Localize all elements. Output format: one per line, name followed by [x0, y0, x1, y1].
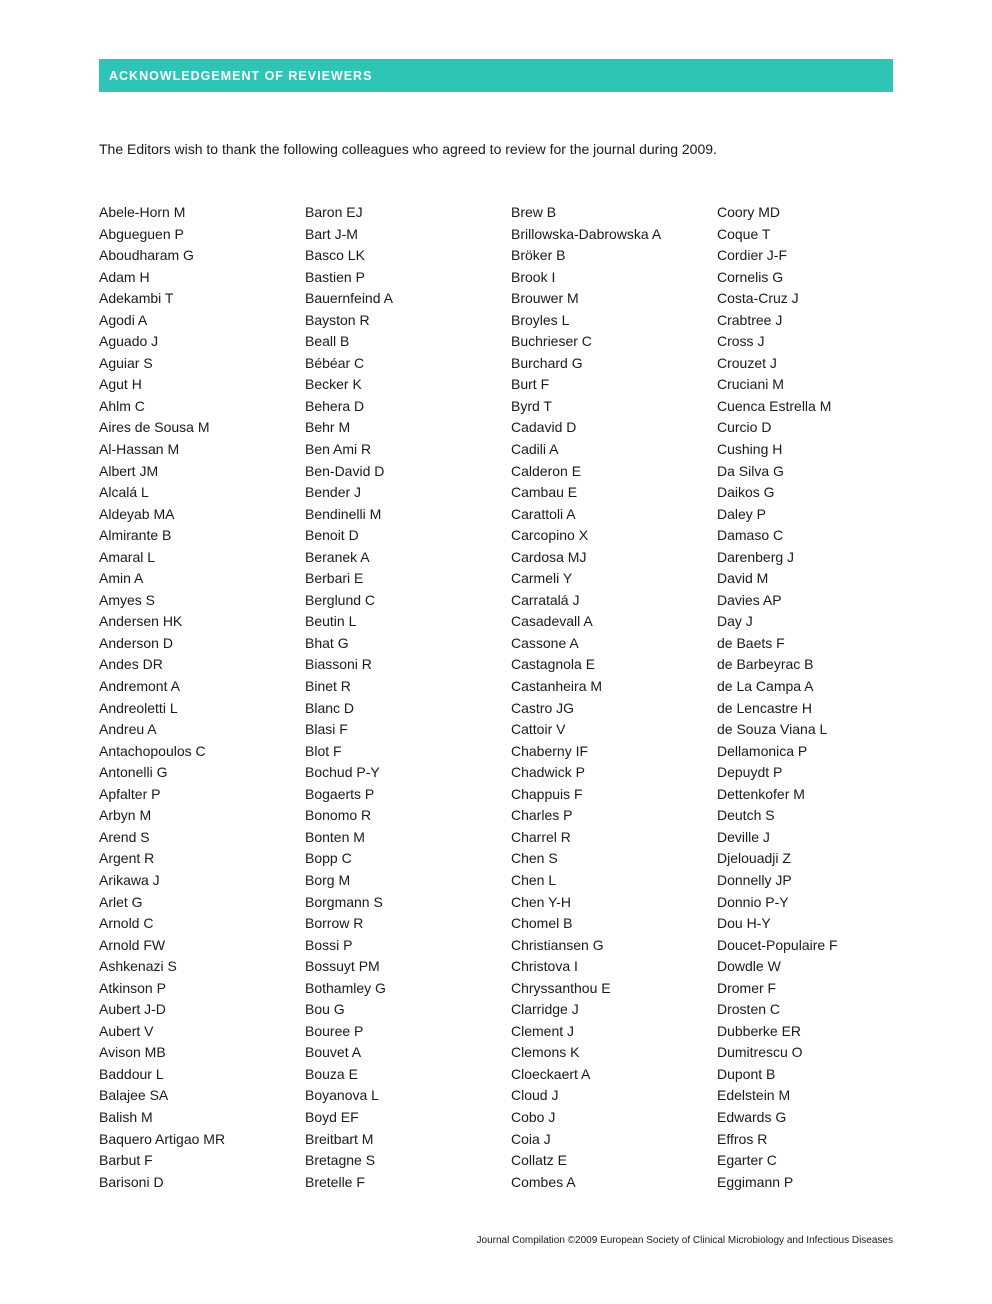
reviewer-name: Dubberke ER — [717, 1022, 802, 1039]
reviewer-name: Castanheira M — [511, 678, 603, 695]
reviewer-name: Cross J — [717, 333, 765, 350]
reviewer-name: Deutch S — [717, 807, 775, 824]
reviewer-name: Dowdle W — [717, 958, 781, 975]
reviewer-name: Carattoli A — [511, 505, 576, 522]
reviewer-name: Apfalter P — [99, 785, 161, 802]
reviewer-name: Bayston R — [305, 311, 370, 328]
reviewer-name: Bauernfeind A — [305, 290, 393, 307]
reviewer-name: Breitbart M — [305, 1130, 374, 1147]
reviewer-name: Costa-Cruz J — [717, 290, 799, 307]
reviewer-name: Antonelli G — [99, 764, 168, 781]
reviewer-name: Broyles L — [511, 311, 570, 328]
reviewer-name: Blanc D — [305, 699, 355, 716]
reviewer-column-4 — [717, 202, 923, 1193]
reviewer-name: Dellamonica P — [717, 742, 808, 759]
reviewer-name: Bossi P — [305, 936, 353, 953]
reviewer-name: Edwards G — [717, 1108, 787, 1125]
reviewer-name: Bossuyt PM — [305, 958, 380, 975]
reviewer-name: Bopp C — [305, 850, 352, 867]
reviewer-name: Aguiar S — [99, 354, 153, 371]
reviewer-name: Andreu A — [99, 721, 157, 738]
reviewer-name: Bochud P-Y — [305, 764, 380, 781]
reviewer-name: Eggimann P — [717, 1173, 794, 1190]
reviewer-name: Cobo J — [511, 1108, 556, 1125]
reviewer-name: Atkinson P — [99, 979, 166, 996]
reviewer-name: Arikawa J — [99, 871, 160, 888]
reviewer-name: Dromer F — [717, 979, 777, 996]
reviewer-name: Beutin L — [305, 613, 357, 630]
reviewer-name: Andersen HK — [99, 613, 183, 630]
reviewer-name: Bothamley G — [305, 979, 386, 996]
reviewer-name: Al-Hassan M — [99, 441, 180, 458]
reviewer-name: Andes DR — [99, 656, 163, 673]
reviewer-name: Carratalá J — [511, 591, 580, 608]
reviewer-name: Daikos G — [717, 484, 775, 501]
reviewer-name: Barbut F — [99, 1152, 153, 1169]
intro-paragraph: The Editors wish to thank the following colleagues who agreed to review for the journal during 2009. — [99, 141, 717, 157]
reviewer-name: Cloud J — [511, 1087, 559, 1104]
reviewer-name: Ashkenazi S — [99, 958, 177, 975]
reviewer-name: Boyanova L — [305, 1087, 379, 1104]
reviewer-name: Clarridge J — [511, 1001, 579, 1018]
reviewer-name: Chen Y-H — [511, 893, 571, 910]
reviewer-name: Bonomo R — [305, 807, 372, 824]
reviewer-name: Ahlm C — [99, 397, 145, 414]
reviewer-name: Brew B — [511, 204, 557, 220]
reviewer-name: de Souza Viana L — [717, 721, 828, 738]
reviewer-name: Arend S — [99, 828, 150, 845]
reviewer-name: Damaso C — [717, 527, 784, 544]
reviewer-name: Abele-Horn M — [99, 204, 186, 220]
reviewer-name: Da Silva G — [717, 462, 784, 479]
reviewer-list — [99, 202, 929, 1202]
journal-footer: Journal Compilation ©2009 European Society of Clinical Microbiology and Infectious Diseases — [476, 1235, 893, 1246]
reviewer-name: Brouwer M — [511, 290, 579, 307]
reviewer-name: Crouzet J — [717, 354, 777, 371]
reviewer-name: Castagnola E — [511, 656, 596, 673]
reviewer-name: Donnio P-Y — [717, 893, 789, 910]
reviewer-name: Bastien P — [305, 268, 365, 285]
reviewer-name: Burt F — [511, 376, 550, 393]
reviewer-name: Casadevall A — [511, 613, 593, 630]
reviewer-name: Chen L — [511, 871, 557, 888]
reviewer-name: Aubert J-D — [99, 1001, 166, 1018]
reviewer-name: Deville J — [717, 828, 770, 845]
reviewer-name: Aldeyab MA — [99, 505, 175, 522]
reviewer-name: Chryssanthou E — [511, 979, 611, 996]
reviewer-name: Adekambi T — [99, 290, 174, 307]
reviewer-name: Bouza E — [305, 1065, 358, 1082]
reviewer-name: Bou G — [305, 1001, 345, 1018]
reviewer-name: Chen S — [511, 850, 558, 867]
reviewer-name: Baron EJ — [305, 204, 363, 220]
reviewer-name: Ben Ami R — [305, 441, 372, 458]
reviewer-name: Christiansen G — [511, 936, 604, 953]
reviewer-name: Balish M — [99, 1108, 153, 1125]
reviewer-name: Cuenca Estrella M — [717, 397, 832, 414]
reviewer-name: Bretagne S — [305, 1152, 376, 1169]
reviewer-name: Berbari E — [305, 570, 364, 587]
reviewer-name: Aubert V — [99, 1022, 154, 1039]
reviewer-name: Abgueguen P — [99, 225, 184, 242]
reviewer-name: Basco LK — [305, 247, 365, 264]
reviewer-name: Charles P — [511, 807, 573, 824]
reviewer-name: de La Campa A — [717, 678, 814, 695]
reviewer-name: Bogaerts P — [305, 785, 375, 802]
reviewer-name: Binet R — [305, 678, 351, 695]
section-title: ACKNOWLEDGEMENT OF REVIEWERS — [109, 68, 373, 83]
reviewer-name: Drosten C — [717, 1001, 781, 1018]
reviewer-name: Cardosa MJ — [511, 548, 587, 565]
reviewer-name: Balajee SA — [99, 1087, 169, 1104]
reviewer-name: Arnold C — [99, 915, 154, 932]
reviewer-column-1 — [99, 202, 305, 1193]
reviewer-name: Bouree P — [305, 1022, 364, 1039]
reviewer-name: Edelstein M — [717, 1087, 791, 1104]
reviewer-name: Egarter C — [717, 1152, 777, 1169]
reviewer-name: Burchard G — [511, 354, 583, 371]
reviewer-name: Benoit D — [305, 527, 359, 544]
reviewer-name: Beranek A — [305, 548, 370, 565]
reviewer-name: Carmeli Y — [511, 570, 573, 587]
reviewer-name: Crabtree J — [717, 311, 783, 328]
reviewer-column-2 — [305, 202, 511, 1193]
reviewer-name: Biassoni R — [305, 656, 372, 673]
reviewer-name: Alcalá L — [99, 484, 149, 501]
reviewer-name: Bendinelli M — [305, 505, 382, 522]
reviewer-name: Bonten M — [305, 828, 365, 845]
reviewer-name: Bart J-M — [305, 225, 358, 242]
reviewer-name: Boyd EF — [305, 1108, 359, 1125]
reviewer-name: Cadili A — [511, 441, 559, 458]
reviewer-name: Avison MB — [99, 1044, 166, 1061]
reviewer-name: Brillowska-Dabrowska A — [511, 225, 662, 242]
reviewer-name: Blasi F — [305, 721, 348, 738]
reviewer-name: Daley P — [717, 505, 767, 522]
reviewer-name: Carcopino X — [511, 527, 589, 544]
reviewer-name: Amaral L — [99, 548, 156, 565]
reviewer-name: Dettenkofer M — [717, 785, 805, 802]
reviewer-name: Antachopoulos C — [99, 742, 206, 759]
reviewer-name: Coory MD — [717, 204, 781, 220]
reviewer-name: Anderson D — [99, 634, 173, 651]
reviewer-name: Adam H — [99, 268, 150, 285]
reviewer-name: Curcio D — [717, 419, 772, 436]
reviewer-name: Brook I — [511, 268, 556, 285]
reviewer-name: Almirante B — [99, 527, 172, 544]
reviewer-name: Aboudharam G — [99, 247, 194, 264]
reviewer-name: Behr M — [305, 419, 351, 436]
reviewer-name: Andreoletti L — [99, 699, 178, 716]
reviewer-name: Collatz E — [511, 1152, 568, 1169]
reviewer-name: Christova I — [511, 958, 578, 975]
reviewer-name: Agut H — [99, 376, 142, 393]
reviewer-name: Bretelle F — [305, 1173, 365, 1190]
reviewer-name: Aguado J — [99, 333, 159, 350]
reviewer-name: Cloeckaert A — [511, 1065, 591, 1082]
reviewer-name: Bender J — [305, 484, 362, 501]
reviewer-name: Chaberny IF — [511, 742, 589, 759]
reviewer-name: de Lencastre H — [717, 699, 812, 716]
reviewer-name: Barisoni D — [99, 1173, 164, 1190]
reviewer-name: Agodi A — [99, 311, 148, 328]
reviewer-name: David M — [717, 570, 769, 587]
reviewer-name: Cruciani M — [717, 376, 784, 393]
reviewer-name: Cassone A — [511, 634, 579, 651]
reviewer-name: Borgmann S — [305, 893, 383, 910]
reviewer-name: Depuydt P — [717, 764, 783, 781]
reviewer-name: Bröker B — [511, 247, 566, 264]
reviewer-name: Calderon E — [511, 462, 582, 479]
reviewer-name: Bouvet A — [305, 1044, 362, 1061]
reviewer-name: Bébéar C — [305, 354, 365, 371]
reviewer-name: Chappuis F — [511, 785, 583, 802]
reviewer-name: Blot F — [305, 742, 342, 759]
reviewer-name: Buchrieser C — [511, 333, 592, 350]
reviewer-name: Ben-David D — [305, 462, 385, 479]
reviewer-name: Effros R — [717, 1130, 768, 1147]
reviewer-name: Cambau E — [511, 484, 578, 501]
reviewer-name: Amin A — [99, 570, 144, 587]
reviewer-column-3 — [511, 202, 717, 1193]
reviewer-name: Cornelis G — [717, 268, 784, 285]
reviewer-name: Andremont A — [99, 678, 180, 695]
reviewer-name: Beall B — [305, 333, 350, 350]
reviewer-name: Aires de Sousa M — [99, 419, 210, 436]
reviewer-name: Clement J — [511, 1022, 575, 1039]
reviewer-name: Dupont B — [717, 1065, 776, 1082]
reviewer-name: Chadwick P — [511, 764, 585, 781]
reviewer-name: Cushing H — [717, 441, 783, 458]
reviewer-name: Becker K — [305, 376, 362, 393]
reviewer-name: Argent R — [99, 850, 155, 867]
reviewer-name: Arnold FW — [99, 936, 166, 953]
reviewer-name: Baquero Artigao MR — [99, 1130, 226, 1147]
reviewer-name: Arbyn M — [99, 807, 152, 824]
reviewer-name: Coque T — [717, 225, 771, 242]
reviewer-name: Clemons K — [511, 1044, 580, 1061]
reviewer-name: Baddour L — [99, 1065, 164, 1082]
reviewer-name: Djelouadji Z — [717, 850, 791, 867]
reviewer-name: Behera D — [305, 397, 365, 414]
section-header-bar — [99, 59, 893, 92]
reviewer-name: Darenberg J — [717, 548, 795, 565]
reviewer-name: Dou H-Y — [717, 915, 771, 932]
reviewer-name: Arlet G — [99, 893, 143, 910]
reviewer-name: Albert JM — [99, 462, 159, 479]
reviewer-name: Charrel R — [511, 828, 571, 845]
reviewer-name: Chomel B — [511, 915, 573, 932]
reviewer-name: Doucet-Populaire F — [717, 936, 838, 953]
reviewer-name: Dumitrescu O — [717, 1044, 803, 1061]
reviewer-name: Bhat G — [305, 634, 349, 651]
reviewer-name: Berglund C — [305, 591, 376, 608]
reviewer-name: Coia J — [511, 1130, 551, 1147]
reviewer-name: Cordier J-F — [717, 247, 788, 264]
reviewer-name: Byrd T — [511, 397, 552, 414]
reviewer-name: Day J — [717, 613, 753, 630]
reviewer-name: Donnelly JP — [717, 871, 792, 888]
reviewer-name: Borrow R — [305, 915, 364, 932]
reviewer-name: Cadavid D — [511, 419, 577, 436]
reviewer-name: Cattoir V — [511, 721, 566, 738]
reviewer-name: Amyes S — [99, 591, 156, 608]
reviewer-name: Davies AP — [717, 591, 782, 608]
reviewer-name: Combes A — [511, 1173, 576, 1190]
reviewer-name: de Barbeyrac B — [717, 656, 814, 673]
reviewer-name: Borg M — [305, 871, 351, 888]
reviewer-name: de Baets F — [717, 634, 785, 651]
reviewer-name: Castro JG — [511, 699, 575, 716]
